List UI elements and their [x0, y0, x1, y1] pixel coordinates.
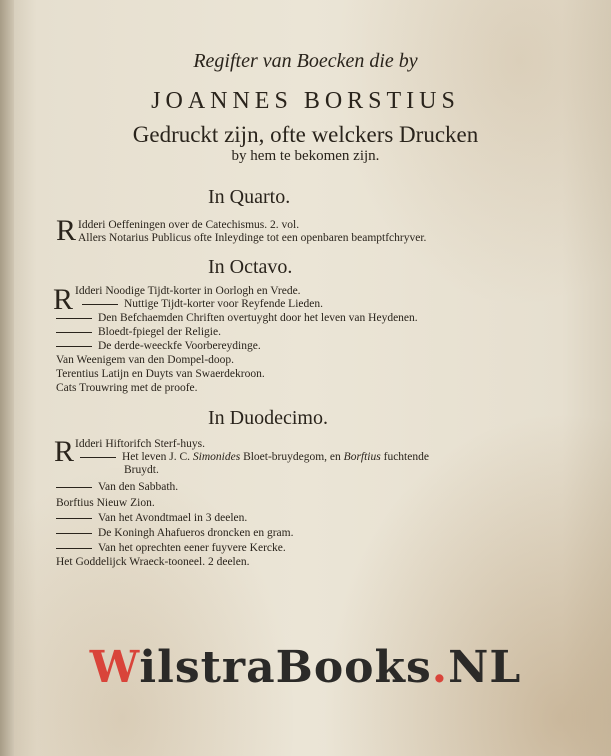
duodecimo-entry-1: Idderi Hiftorifch Sterf-huys.: [75, 438, 205, 450]
octavo-entry-2-text: Nuttige Tijdt-korter voor Reyfende Lieden.: [124, 298, 323, 310]
octavo-entry-1: Idderi Noodige Tijdt-korter in Oorlogh en Vrede.: [75, 285, 301, 297]
register-title-line-1: Regifter van Boecken die by: [193, 50, 418, 72]
duodecimo-entry-5: [56, 512, 247, 525]
duodecimo-entry-3: [56, 481, 178, 494]
octavo-entry-6: Van Weenigem van den Dompel-doop.: [56, 354, 235, 366]
octavo-entry-3: [56, 312, 418, 325]
duodecimo-entry-3-text: Van den Sabbath.: [98, 481, 179, 493]
ditto-dash: [82, 304, 118, 305]
ditto-dash: [56, 518, 92, 519]
duodecimo-entry-7: [56, 542, 286, 555]
drop-cap-quarto: R: [56, 214, 77, 247]
octavo-entry-3-text: Den Befchaemden Chriften overtuyght door het leven van Heydenen.: [98, 312, 418, 324]
octavo-entry-4: [56, 326, 221, 339]
publisher-name: JOANNES BORSTIUS: [151, 88, 460, 114]
ditto-dash: [56, 533, 92, 534]
heading-octavo: In Octavo.: [208, 256, 293, 278]
duodecimo-entry-8: Het Goddelijck Wraeck-tooneel. 2 deelen.: [56, 556, 250, 568]
duodecimo-entry-5-text: Van het Avondtmael in 3 deelen.: [98, 512, 248, 524]
drop-cap-duodecimo: R: [54, 435, 75, 468]
octavo-entry-2: [82, 298, 323, 311]
logo-letter: B: [275, 642, 314, 693]
ditto-dash: [56, 346, 92, 347]
duodecimo-entry-2: [80, 451, 429, 464]
octavo-entry-5: [56, 340, 261, 353]
ditto-dash: [56, 318, 92, 319]
heading-quarto: In Quarto.: [208, 186, 291, 208]
duodecimo-entry-6: [56, 527, 293, 540]
duodecimo-entry-2-continued: Bruydt.: [124, 464, 159, 476]
text-simonides: Simonides: [192, 451, 241, 463]
text-leven: Het leven J. C.: [122, 451, 191, 463]
octavo-entry-8: Cats Trouwring met de proofe.: [56, 382, 198, 394]
text-suchtende: fuchtende: [383, 451, 429, 463]
logo-letter: W: [89, 642, 140, 693]
heading-duodecimo: In Duodecimo.: [208, 407, 328, 429]
logo-text: ooks: [313, 642, 432, 693]
quarto-entry-1: Idderi Oeffeningen over de Catechismus. 2. vol.: [78, 219, 300, 231]
duodecimo-entry-4: Borftius Nieuw Zion.: [56, 497, 155, 509]
octavo-entry-5-text: De derde-weeckfe Voorbereydinge.: [98, 340, 261, 352]
register-title-line-4: by hem te bekomen zijn.: [231, 148, 380, 164]
logo-text: NL: [448, 642, 522, 693]
wilstrabooks-watermark-logo: [0, 642, 611, 693]
logo-text: ilstra: [139, 642, 276, 693]
octavo-entry-7: Terentius Latijn en Duyts van Swaerdekroon.: [56, 368, 265, 380]
logo-dot: .: [431, 642, 449, 693]
ditto-dash: [56, 332, 92, 333]
quarto-entry-2: Allers Notarius Publicus ofte Inleydinge tot een openbaren beamptfchryver.: [78, 232, 427, 244]
drop-cap-octavo: R: [53, 283, 74, 316]
duodecimo-entry-6-text: De Koningh Ahafueros droncken en gram.: [98, 527, 294, 539]
ditto-dash: [56, 548, 92, 549]
ditto-dash: [80, 457, 116, 458]
octavo-entry-4-text: Bloedt-fpiegel der Religie.: [98, 326, 221, 338]
text-bruydegom: Bloet-bruydegom, en: [243, 451, 341, 463]
text-borstius: Borftius: [343, 451, 381, 463]
duodecimo-entry-7-text: Van het oprechten eener fuyvere Kercke.: [98, 542, 286, 554]
ditto-dash: [56, 487, 92, 488]
register-title-line-3: Gedruckt zijn, ofte welckers Drucken: [132, 122, 479, 147]
